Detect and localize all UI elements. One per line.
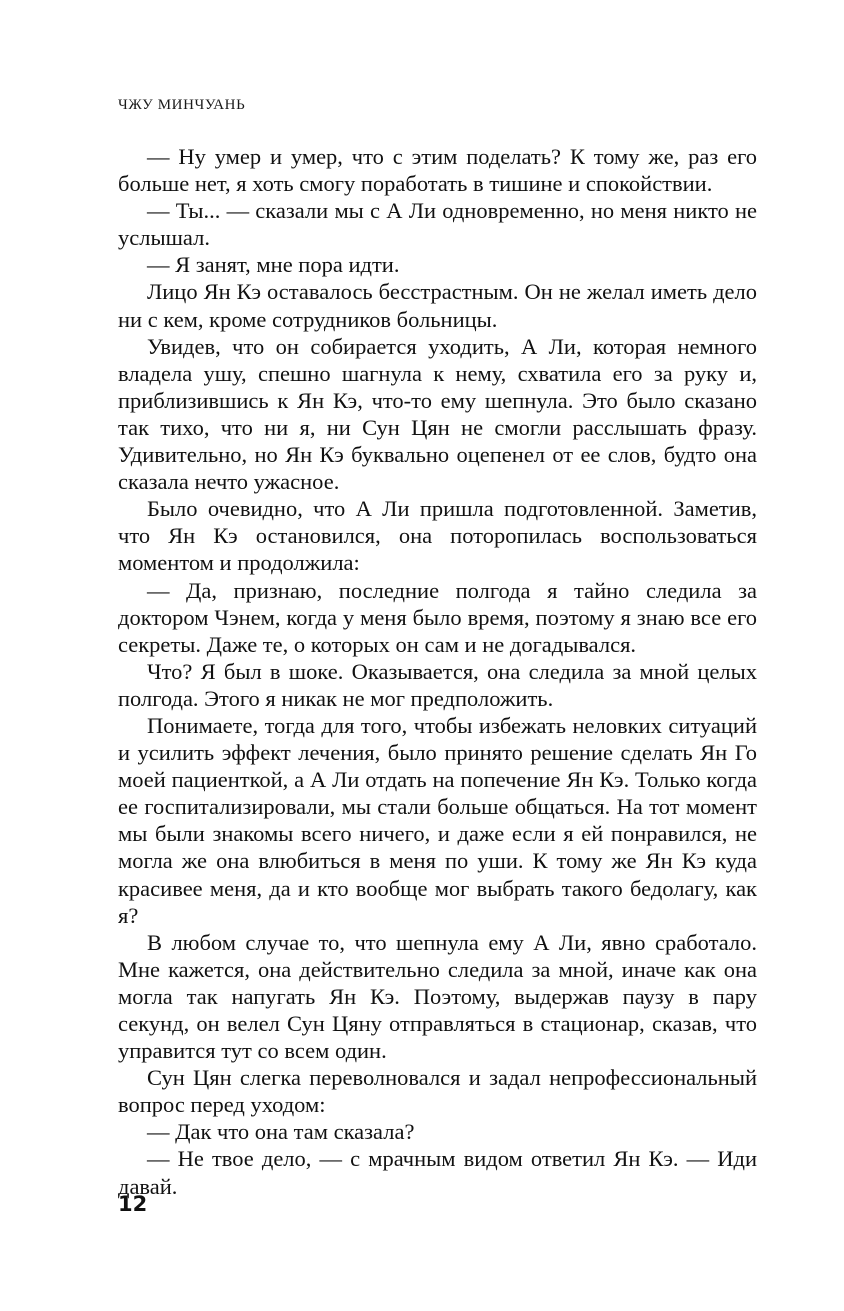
paragraph: Понимаете, тогда для того, чтобы избежать неловких ситуаций и усилить эффект лечения, было принято решение сделать Ян Го моей пациенткой, а А Ли отдать на попечение Ян Кэ. Только когда ее госпитализировали, мы стали больше общаться. На тот момент мы были знакомы всего ничего, и даже если я ей понравился, не могла же она влюбиться в меня по уши. К тому же Ян Кэ куда красивее меня, да и кто вообще мог выбрать такого бедолагу, как я?: [118, 712, 757, 928]
paragraph: Сун Цян слегка переволновался и задал непрофессиональный вопрос перед уходом:: [118, 1065, 757, 1118]
paragraph: — Дак что она там сказала?: [147, 1119, 415, 1145]
paragraph: Увидев, что он собирается уходить, А Ли, которая немного владела ушу, спешно шагнула к нему, схватила его за руку и, приблизившись к Ян Кэ, что-то ему шепнула. Это было сказано так тихо, что ни я, ни Сун Цян не смогли расслышать фразу. Удивительно, но Ян Кэ буквально оцепенел от ее слов, будто она сказала нечто ужасное.: [118, 333, 757, 495]
paragraph: — Да, признаю, последние полгода я тайно следила за доктором Чэнем, когда у меня было время, поэтому я знаю все его секреты. Даже те, о которых он сам и не догадывался.: [118, 577, 757, 657]
running-head: ЧЖУ МИНЧУАНЬ: [118, 97, 246, 113]
paragraph: В любом случае то, что шепнула ему А Ли, явно сработало. Мне кажется, она действительно следила за мной, иначе как она могла так напугать Ян Кэ. Поэтому, выдержав паузу в пару секунд, он велел Сун Цяну отправляться в стационар, сказав, что управится тут со всем один.: [118, 929, 757, 1064]
page-number: 12: [118, 1192, 148, 1216]
body-text: [118, 143, 757, 1200]
paragraph: — Я занят, мне пора идти.: [147, 252, 400, 278]
paragraph: — Не твое дело, — с мрачным видом ответил Ян Кэ. — Иди давай.: [118, 1146, 757, 1199]
paragraph: Лицо Ян Кэ оставалось бесстрастным. Он не желал иметь дело ни с кем, кроме сотрудников больницы.: [118, 279, 757, 332]
paragraph: — Ты... — сказали мы с А Ли одновременно, но меня никто не услышал.: [118, 198, 757, 251]
paragraph: Что? Я был в шоке. Оказывается, она следила за мной целых полгода. Этого я никак не мог предположить.: [118, 658, 757, 711]
paragraph: Было очевидно, что А Ли пришла подготовленной. Заметив, что Ян Кэ остановился, она поторопилась воспользоваться моментом и продолжила:: [118, 496, 757, 576]
paragraph: — Ну умер и умер, что с этим поделать? К тому же, раз его больше нет, я хоть смогу поработать в тишине и спокойствии.: [118, 144, 757, 197]
